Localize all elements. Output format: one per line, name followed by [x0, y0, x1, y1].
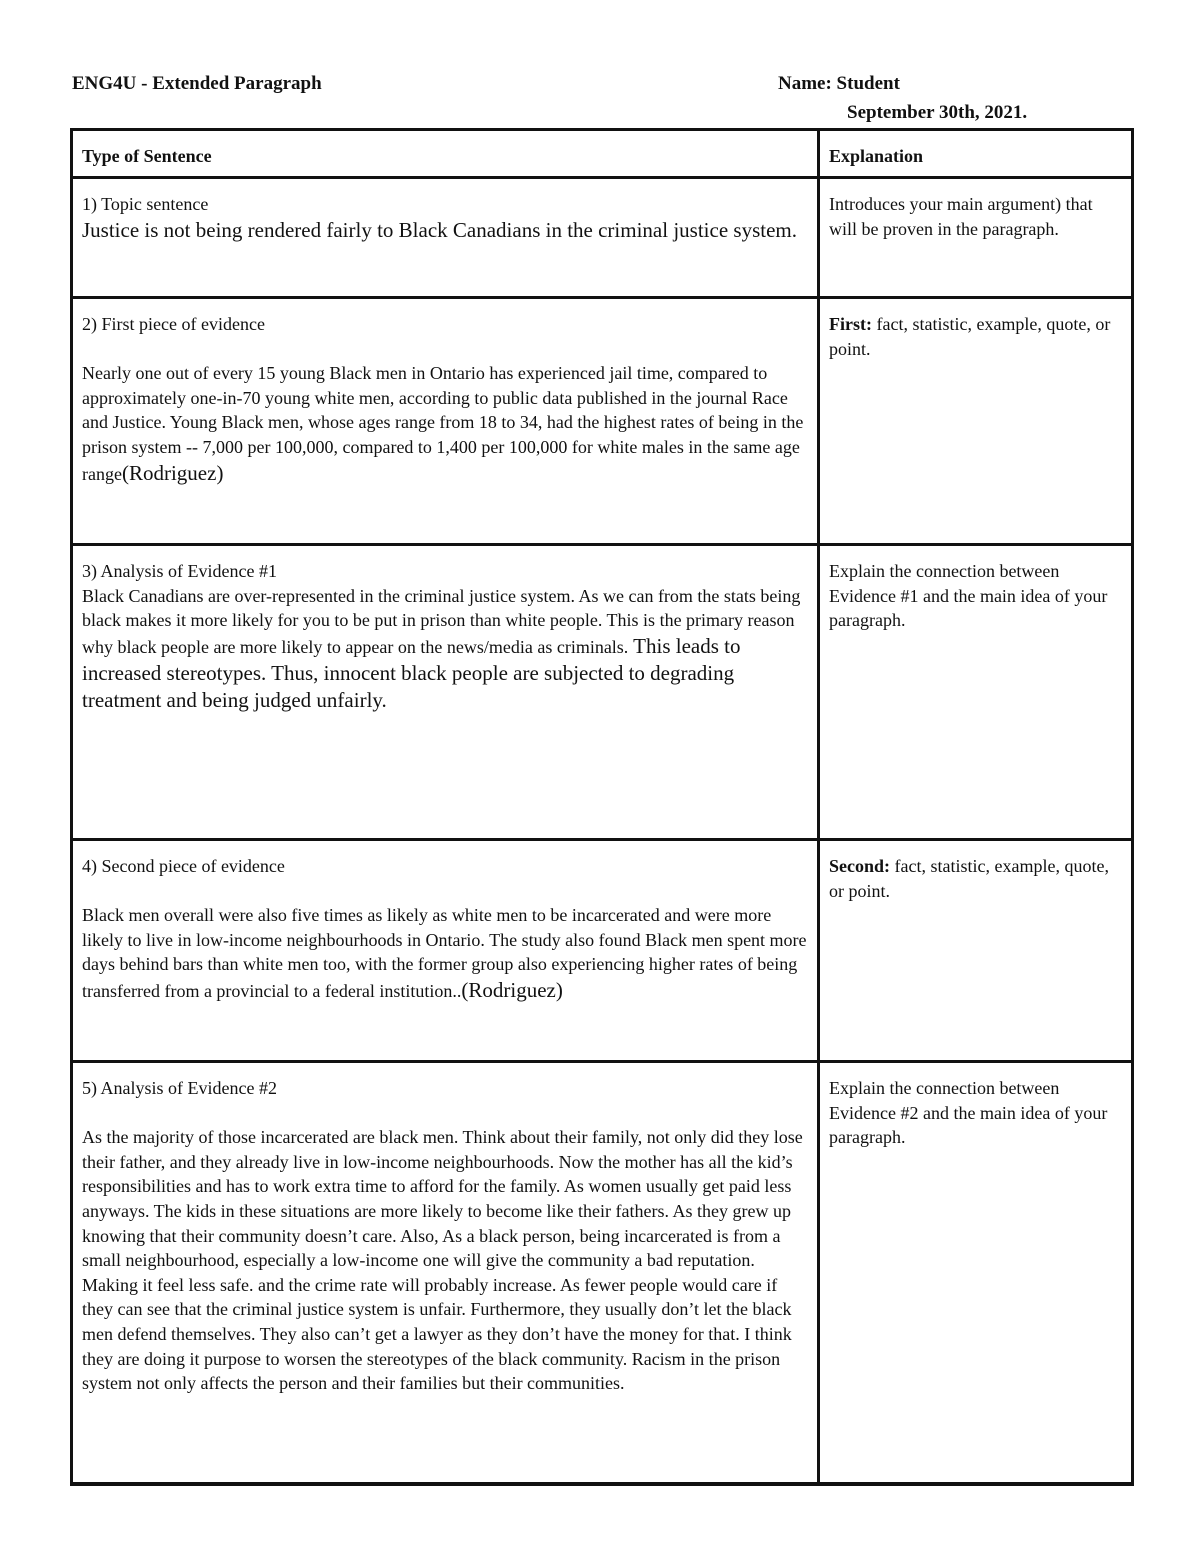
table-row-first-evidence — [72, 298, 1133, 545]
table-row-analysis-1 — [72, 545, 1133, 840]
row-label: 5) Analysis of Evidence #2 — [82, 1078, 277, 1098]
table-header-row — [72, 130, 1133, 178]
explanation-text: Explain the connection between Evidence #2 and the main idea of your paragraph. — [829, 1078, 1108, 1148]
cell-analysis-2 — [72, 1062, 819, 1484]
explanation-text: fact, statistic, example, quote, or point. — [829, 314, 1111, 359]
row-body: As the majority of those incarcerated are black men. Think about their family, not only did they lose their father, and they already live in low-income neighbourhoods. Now the mother has all the kid’s responsibilities and has to work extra time to afford for the family. As women usually get paid less anyways. The kids in these situations are more likely to become like their fathers. As they grew up knowing that their community doesn’t care. Also, As a black person, being incarcerated is from a small neighbourhood, especially a low-income one will give the community a bad reputation. Making it feel less safe. and the crime rate will probably increase. As fewer people would care if they can see that the criminal justice system is unfair. Furthermore, they usually don’t let the black men defend themselves. They also can’t get a lawyer as they don’t have the money for that. I think they are doing it purpose to worsen the stereotypes of the black community. Racism in the prison system not only affects the person and their families but their communities. — [82, 1127, 803, 1394]
explanation-text: Explain the connection between Evidence #1 and the main idea of your paragraph. — [829, 561, 1108, 631]
document-date: September 30th, 2021. — [847, 102, 1028, 123]
row-body: Black men overall were also five times as likely as white men to be incarcerated and were more likely to live in low-income neighbourhoods in Ontario. The study also found Black men spent more days behind bars than white men too, with the former group also experiencing higher rates of being transferred from a provincial to a federal institution..(Rodriguez) — [82, 905, 807, 1002]
row-body: Black Canadians are over-represented in the criminal justice system. As we can from the stats being black makes it more likely for you to be put in prison than white people. This is the primary reason why black people are more likely to appear on the news/media as criminals. This leads to increased stereotypes. Thus, innocent black people are subjected to degrading treatment and being judged unfairly. — [82, 585, 801, 712]
table-row-analysis-2 — [72, 1062, 1133, 1484]
row-body: Nearly one out of every 15 young Black men in Ontario has experienced jail time, compared to approximately one-in-70 young white men, according to public data published in the journal Race and Justice. Young Black men, whose ages range from 18 to 34, had the highest rates of being in the prison system -- 7,000 per 100,000, compared to 1,400 per 100,000 for white males in the same age range(Rodriguez) — [82, 363, 804, 485]
cell-explanation — [819, 1062, 1133, 1484]
citation: (Rodriguez) — [461, 977, 563, 1002]
cell-second-evidence — [72, 840, 819, 1062]
col-header-explanation: Explanation — [819, 130, 1133, 178]
student-name: Name: Student — [778, 73, 900, 94]
paragraph-table — [70, 128, 1134, 1486]
row-body: Justice is not being rendered fairly to Black Canadians in the criminal justice system. — [82, 217, 797, 242]
explanation-text: Introduces your main argument) that will be proven in the paragraph. — [829, 194, 1093, 239]
row-label: 2) First piece of evidence — [82, 314, 265, 334]
cell-topic-sentence — [72, 178, 819, 298]
cell-first-evidence — [72, 298, 819, 545]
cell-explanation — [819, 840, 1133, 1062]
cell-analysis-1 — [72, 545, 819, 840]
cell-explanation — [819, 545, 1133, 840]
row-label: 1) Topic sentence — [82, 194, 209, 214]
cell-explanation — [819, 298, 1133, 545]
row-body-tail: This leads to increased stereotypes. Thus, innocent black people are subjected to degrading treatment and being judged unfairly. — [82, 633, 741, 712]
explanation-bold: First: — [829, 314, 872, 334]
citation: (Rodriguez) — [121, 460, 224, 485]
explanation-bold: Second: — [829, 856, 891, 876]
explanation-text: fact, statistic, example, quote, or point. — [829, 856, 1109, 901]
table-row-second-evidence — [72, 840, 1133, 1062]
row-label: 3) Analysis of Evidence #1 — [82, 561, 277, 581]
table-row-topic-sentence — [72, 178, 1133, 298]
document-title: ENG4U - Extended Paragraph — [72, 73, 322, 94]
row-label: 4) Second piece of evidence — [82, 856, 285, 876]
cell-explanation — [819, 178, 1133, 298]
col-header-type: Type of Sentence — [72, 130, 819, 178]
